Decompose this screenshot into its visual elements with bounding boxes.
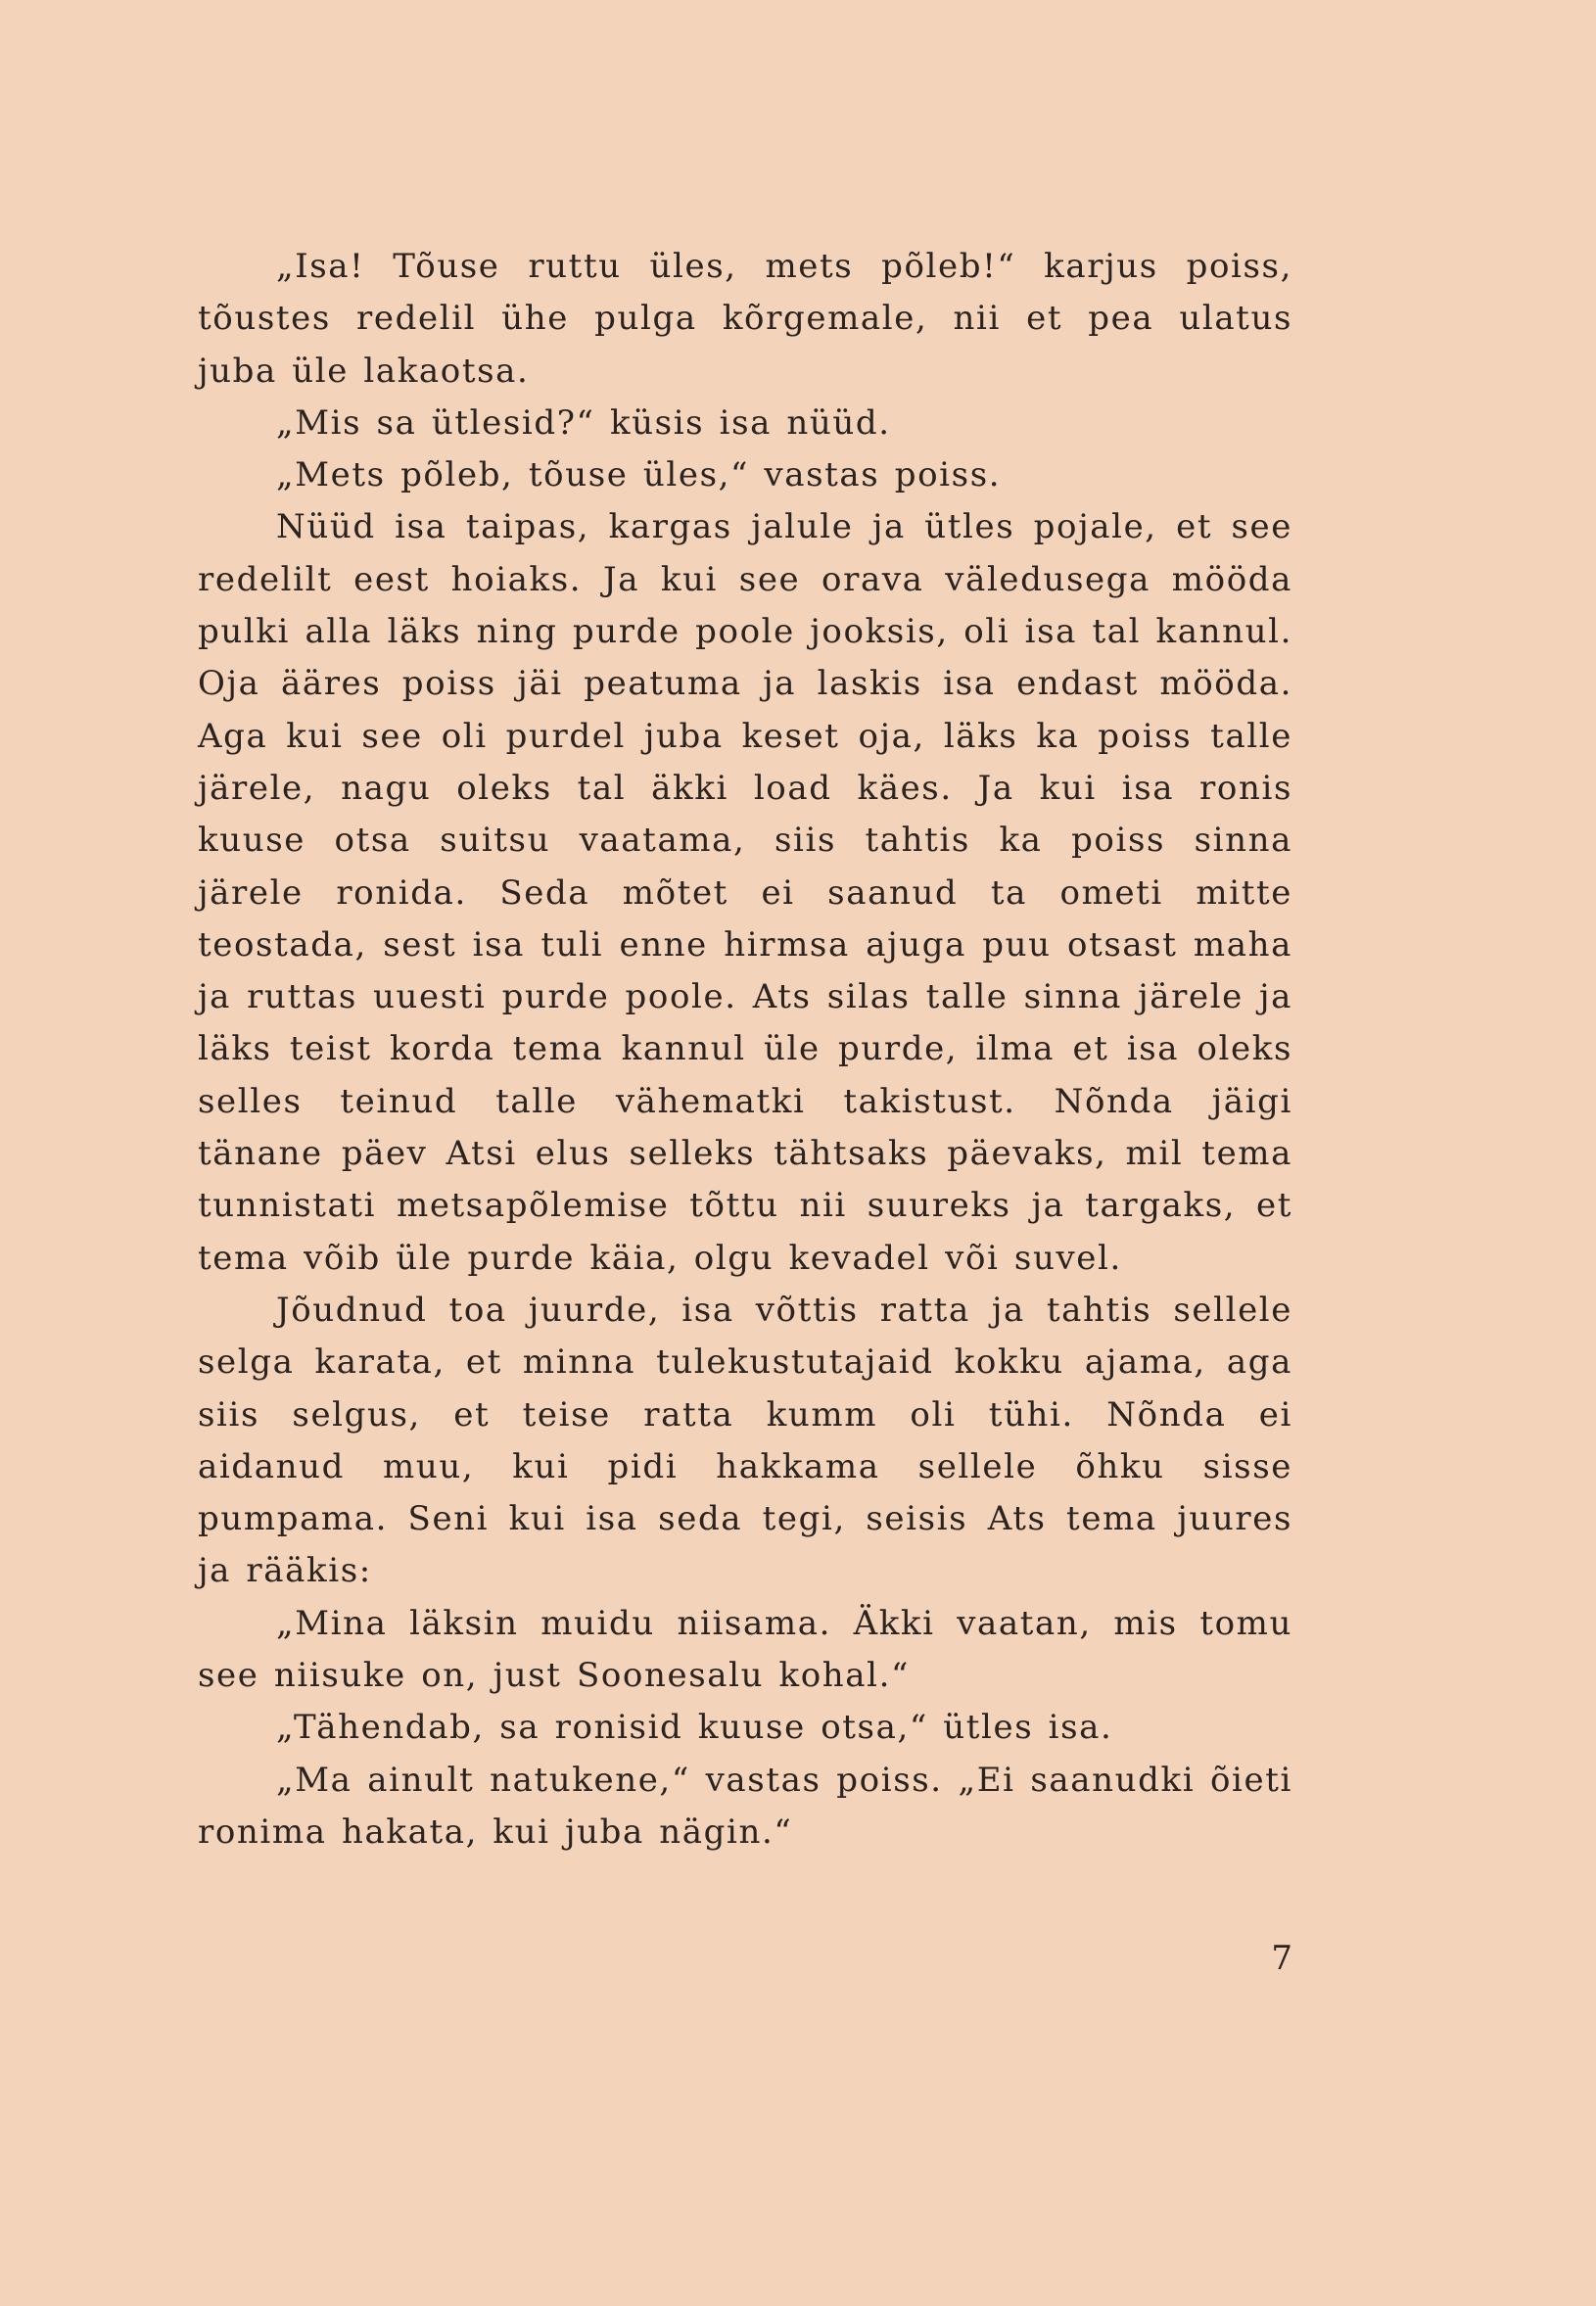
- page-number: 7: [1271, 1939, 1292, 1978]
- paragraph-6: „Mina läksin muidu niisama. Äkki vaatan, mis tomu see niisuke on, just Soonesalu kohal.“: [198, 1603, 1292, 1696]
- body-text: [198, 241, 1292, 1859]
- paragraph-4: Nüüd isa taipas, kargas jalule ja ütles pojale, et see redelilt eest hoiaks. Ja kui see orava väledusega mööda pulki alla läks ning purde poole jooksis, oli isa tal kannul. Oja ääres poiss jäi peatuma ja laskis isa endast mööda. Aga kui see oli purdel juba keset oja, läks ka poiss talle järele, nagu oleks tal äkki load käes. Ja kui isa ronis kuuse otsa suitsu vaatama, siis tahtis ka poiss sinna järele ronida. Seda mõtet ei saanud ta ometi mitte teostada, sest isa tuli enne hirmsa ajuga puu otsast maha ja ruttas uuesti purde poole. Ats silas talle sinna järele ja läks teist korda tema kannul üle purde, ilma et isa oleks selles teinud talle vähematki takistust. Nõnda jäigi tänane päev Atsi elus selleks tähtsaks päevaks, mil tema tunnistati metsapõlemise tõttu nii suureks ja targaks, et tema võib üle purde käia, olgu kevadel või suvel.: [198, 507, 1292, 1278]
- paragraph-5: Jõudnud toa juurde, isa võttis ratta ja tahtis sellele selga karata, et minna tulekustutajaid kokku ajama, aga siis selgus, et teise ratta kumm oli tühi. Nõnda ei aidanud muu, kui pidi hakkama sellele õhku sisse pumpama. Seni kui isa seda tegi, seisis Ats tema juures ja rääkis:: [198, 1290, 1292, 1591]
- paragraph-1: „Isa! Tõuse ruttu üles, mets põleb!“ karjus poiss, tõustes redelil ühe pulga kõrgemale, nii et pea ulatus juba üle lakaotsa.: [198, 247, 1292, 391]
- paragraph-7: „Tähendab, sa ronisid kuuse otsa,“ ütles isa.: [276, 1708, 1113, 1748]
- paragraph-3: „Mets põleb, tõuse üles,“ vastas poiss.: [276, 455, 1002, 495]
- paragraph-2: „Mis sa ütlesid?“ küsis isa nüüd.: [276, 402, 891, 443]
- paragraph-8: „Ma ainult natukene,“ vastas poiss. „Ei saanudki õieti ronima hakata, kui juba nägin.“: [198, 1760, 1292, 1852]
